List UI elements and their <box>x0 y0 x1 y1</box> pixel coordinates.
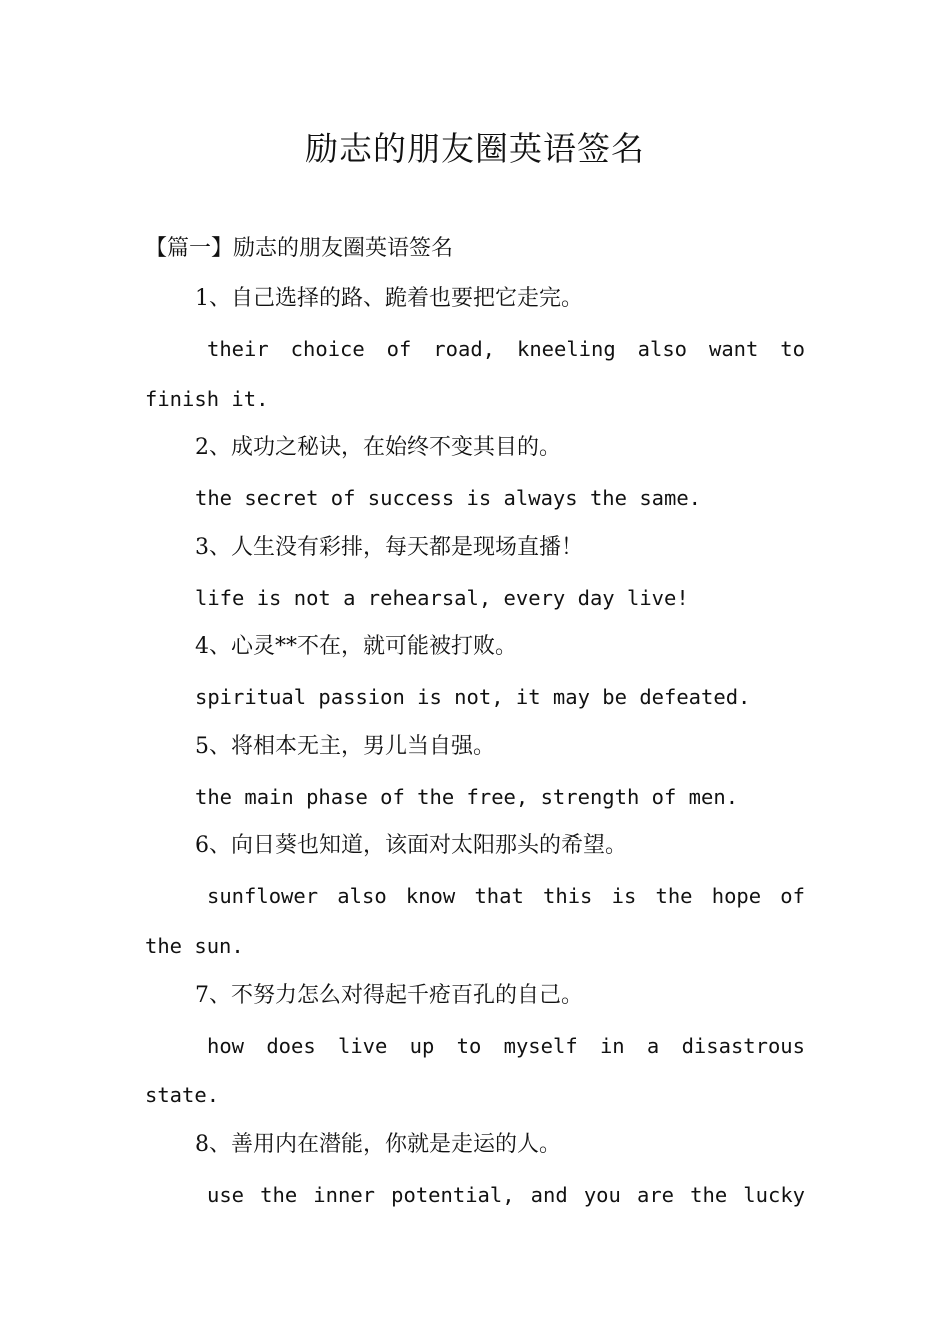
item-1-chinese: 1、自己选择的路、跪着也要把它走完。 <box>195 286 583 311</box>
item-1-english-line-2: finish it. <box>145 387 269 411</box>
item-4-english: spiritual passion is not, it may be defeated. <box>195 685 751 709</box>
item-3-english: life is not a rehearsal, every day live! <box>195 586 689 610</box>
item-2-english: the secret of success is always the same. <box>195 486 702 510</box>
item-7-english-line-1: how does live up to myself in a disastrous <box>207 1034 805 1058</box>
item-7-english-line-2: state. <box>145 1083 220 1107</box>
section-heading: 【篇一】励志的朋友圈英语签名 <box>145 236 454 261</box>
item-5-english: the main phase of the free, strength of men. <box>195 785 739 809</box>
item-3-chinese: 3、人生没有彩排，每天都是现场直播！ <box>195 535 583 560</box>
item-8-chinese: 8、善用内在潜能，你就是走运的人。 <box>195 1132 561 1157</box>
document-title: 励志的朋友圈英语签名 <box>305 129 645 168</box>
item-7-chinese: 7、不努力怎么对得起千疮百孔的自己。 <box>195 983 583 1008</box>
item-6-english-line-2: the sun. <box>145 934 244 958</box>
item-8-english-line-1: use the inner potential, and you are the lucky <box>207 1183 805 1207</box>
item-2-chinese: 2、成功之秘诀，在始终不变其目的。 <box>195 435 561 460</box>
item-5-chinese: 5、将相本无主，男儿当自强。 <box>195 734 495 759</box>
item-6-chinese: 6、向日葵也知道，该面对太阳那头的希望。 <box>195 833 627 858</box>
item-1-english-line-1: their choice of road, kneeling also want to <box>207 337 805 361</box>
item-6-english-line-1: sunflower also know that this is the hope of <box>207 884 805 908</box>
item-4-chinese: 4、心灵**不在，就可能被打败。 <box>195 634 517 659</box>
